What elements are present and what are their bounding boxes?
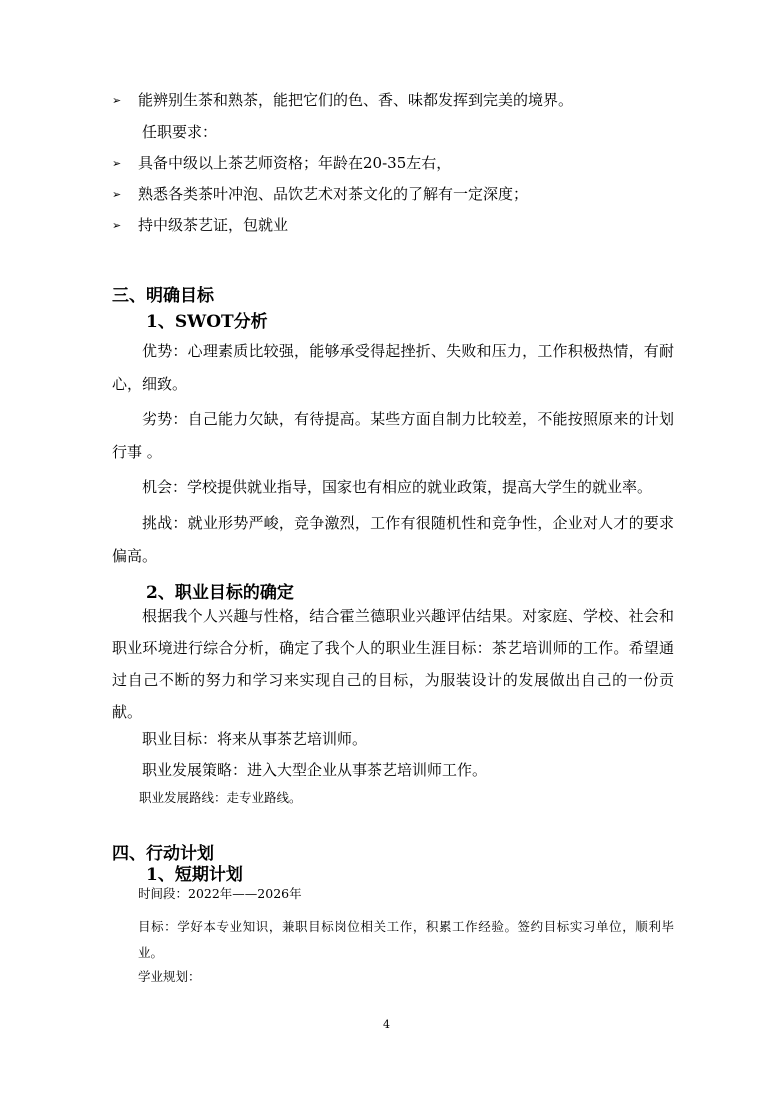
plan-period: 时间段：2022年——2026年 bbox=[138, 886, 302, 901]
career-strategy: 职业发展策略：进入大型企业从事茶艺培训师工作。 bbox=[142, 761, 488, 779]
career-route: 职业发展路线：走专业路线。 bbox=[139, 790, 302, 805]
bullet-arrow-icon: ➢ bbox=[112, 157, 122, 170]
career-goal: 职业目标：将来从事茶艺培训师。 bbox=[142, 730, 368, 748]
duty-item: 能辨别生茶和熟茶，能把它们的色、香、味都发挥到完美的境界。 bbox=[138, 91, 574, 109]
plan-target bbox=[138, 914, 674, 966]
swot-weakness: 劣势：自己能力欠缺，有待提高。某些方面自制力比较差，不能按照原来的计划行事 。 bbox=[112, 410, 674, 461]
requirements-label: 任职要求： bbox=[142, 123, 218, 141]
bullet-arrow-icon: ➢ bbox=[112, 188, 122, 201]
requirement-item: 持中级茶艺证，包就业 bbox=[138, 216, 289, 234]
subsection-heading: 1、短期计划 bbox=[146, 865, 243, 885]
section-heading: 四、行动计划 bbox=[112, 844, 214, 864]
study-plan-label: 学业规划： bbox=[138, 969, 201, 984]
plan-target-text: 目标：学好本专业知识，兼职目标岗位相关工作，积累工作经验。签约目标实习单位，顺利毕业。 bbox=[138, 919, 674, 960]
swot-threat: 挑战：就业形势严峻，竞争激烈，工作有很随机性和竞争性，企业对人才的要求偏高。 bbox=[112, 514, 674, 565]
bullet-arrow-icon: ➢ bbox=[112, 219, 122, 232]
section-heading: 三、明确目标 bbox=[112, 286, 214, 306]
requirement-item: 熟悉各类茶叶冲泡、品饮艺术对茶文化的了解有一定深度； bbox=[138, 185, 529, 203]
bullet-arrow-icon: ➢ bbox=[112, 94, 122, 107]
requirement-item: 具备中级以上茶艺师资格；年龄在20-35左右， bbox=[138, 154, 452, 172]
subsection-heading: 2、职业目标的确定 bbox=[146, 583, 294, 603]
page-number: 4 bbox=[383, 1018, 390, 1031]
swot-strength: 优势：心理素质比较强，能够承受得起挫折、失败和压力，工作积极热情，有耐心，细致。 bbox=[112, 342, 674, 393]
goal-paragraph: 根据我个人兴趣与性格，结合霍兰德职业兴趣评估结果。对家庭、学校、社会和职业环境进行综合分析，确定了我个人的职业生涯目标：茶艺培训师的工作。希望通过自己不断的努力和学习来实现自己的目标，为服装设计的发展做出自己的一份贡献。 bbox=[112, 607, 674, 721]
subsection-heading: 1、SWOT分析 bbox=[146, 312, 268, 332]
swot-opportunity: 机会：学校提供就业指导，国家也有相应的就业政策，提高大学生的就业率。 bbox=[142, 478, 653, 496]
